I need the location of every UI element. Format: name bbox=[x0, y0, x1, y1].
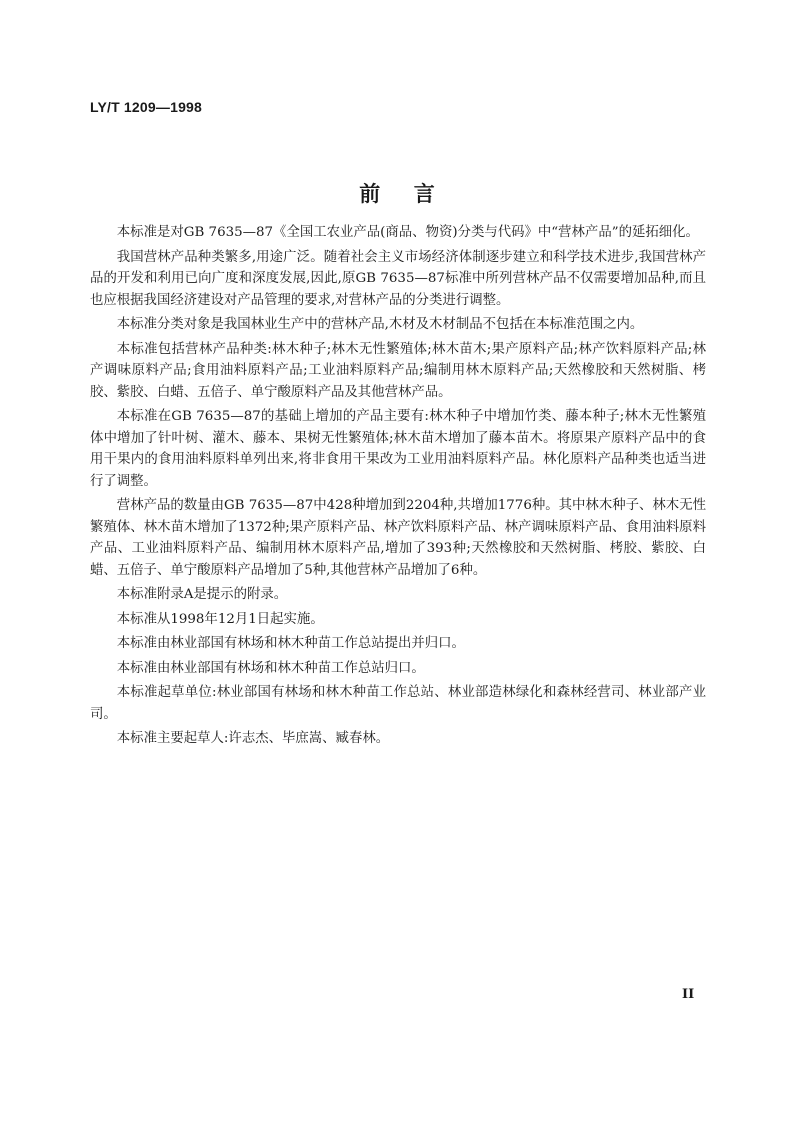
page-title-text: 前言 bbox=[359, 182, 469, 206]
paragraph-4: 本标准包括营林产品种类:林木种子;林木无性繁殖体;林木苗木;果产原料产品;林产饮料原料产品;林产调味原料产品;食用油料原料产品;工业油料原料产品;编制用林木原料产品;天然橡胶和天然树脂、栲胶、紫胶、白蜡、五倍子、单宁酸原料产品及其他营林产品。 bbox=[90, 341, 706, 400]
page-number: II bbox=[682, 987, 695, 1002]
paragraph-10: 本标准由林业部国有林场和林木种苗工作总站归口。 bbox=[116, 660, 425, 676]
page-title bbox=[0, 178, 794, 208]
paragraph-2: 我国营林产品种类繁多,用途广泛。随着社会主义市场经济体制逐步建立和科学技术进步,我国营林产品的开发和利用已向广度和深度发展,因此,原GB 7635—87标准中所列营林产品不仅需要增加品种,而且也应根据我国经济建设对产品管理的要求,对营林产品的分类进行调整。 bbox=[90, 249, 706, 308]
paragraph-6: 营林产品的数量由GB 7635—87中428种增加到2204种,共增加1776种。其中林木种子、林木无性繁殖体、林木苗木增加了1372种;果产原料产品、林产饮料原料产品、林产调味原料产品、食用油料原料产品、工业油料原料产品、编制用林木原料产品,增加了393种;天然橡胶和天然树脂、栲胶、紫胶、白蜡、五倍子、单宁酸原料产品增加了5种,其他营林产品增加了6种。 bbox=[90, 498, 706, 578]
paragraph-11: 本标准起草单位:林业部国有林场和林木种苗工作总站、林业部造林绿化和森林经营司、林业部产业司。 bbox=[90, 685, 706, 722]
paragraph-7: 本标准附录A是提示的附录。 bbox=[116, 587, 288, 602]
paragraph-1: 本标准是对GB 7635—87《全国工农业产品(商品、物资)分类与代码》中“营林产品”的延拓细化。 bbox=[116, 225, 699, 240]
standard-code: LY/T 1209—1998 bbox=[90, 99, 203, 115]
paragraph-3: 本标准分类对象是我国林业生产中的营林产品,木材及木材制品不包括在本标准范围之内。 bbox=[116, 317, 644, 332]
paragraph-9: 本标准由林业部国有林场和林木种苗工作总站提出并归口。 bbox=[116, 636, 465, 651]
paragraph-8: 本标准从1998年12月1日起实施。 bbox=[116, 611, 324, 627]
foreword-body bbox=[90, 222, 706, 753]
paragraph-5: 本标准在GB 7635—87的基础上增加的产品主要有:林木种子中增加竹类、藤本种子;林木无性繁殖体中增加了针叶树、灌木、藤本、果树无性繁殖体;林木苗木增加了藤本苗木。将原果产原料产品中的食用干果内的食用油料原料单列出来,将非食用干果改为工业用油料原料产品。林化原料产品种类也适当进行了调整。 bbox=[90, 409, 706, 489]
paragraph-12: 本标准主要起草人:许志杰、毕庶嵩、臧春林。 bbox=[116, 731, 390, 746]
